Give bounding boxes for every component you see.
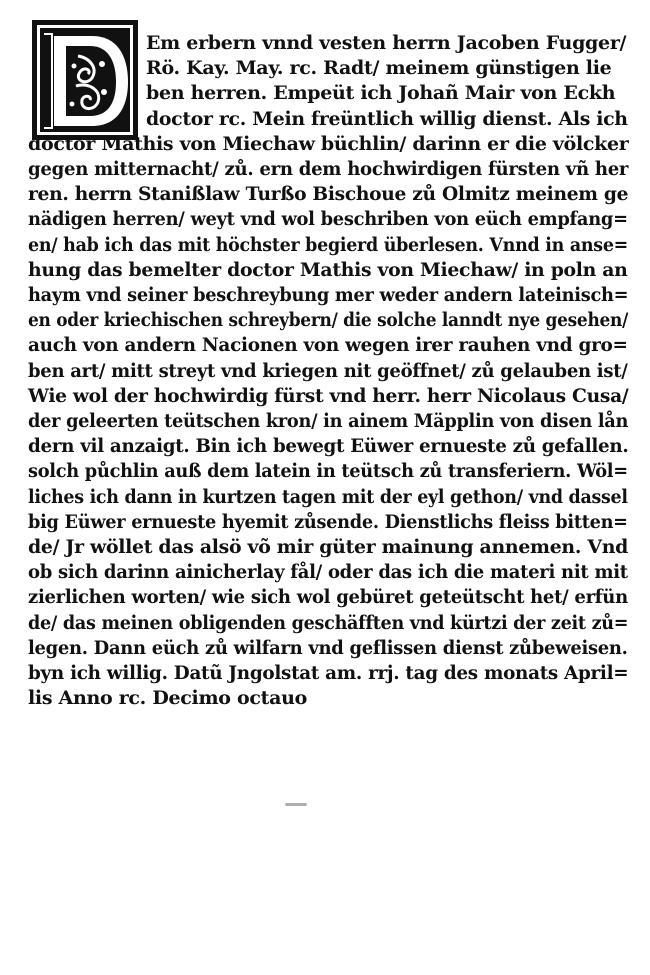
text-line: big Eüwer ernueste hyemit zůsende. Dienstlichs fleiss bitten= — [28, 510, 628, 533]
text-line: ben art/ mitt streyt vnd kriegen nit geöffnet/ zů gelauben ist/ — [28, 359, 628, 382]
text-line: Rö. Kay. May. rc. Radt/ meinem günstigen lie — [146, 57, 612, 80]
smudge-mark — [285, 803, 307, 806]
text-line: hung das bemelter doctor Mathis von Miechaw/ in poln an — [28, 258, 628, 281]
text-line: en/ hab ich das mit höchster begierd überlesen. Vnnd in anse= — [28, 233, 629, 256]
text-line: legen. Dann eüch zů wilfarn vnd geflissen dienst zůbeweisen. — [28, 636, 628, 659]
text-line: byn ich willig. Datũ Jngolstat am. rrj. tag des monats April= — [28, 662, 629, 684]
text-line: der geleerten teütschen kron/ in ainem Mäpplin von disen lån — [28, 410, 629, 432]
text-line: doctor Mathis von Miechaw büchlin/ darinn er die völcker — [28, 132, 629, 155]
text-line: de/ Jr wöllet das alsö võ mir güter mainung annemen. Vnd — [28, 536, 629, 558]
decorated-initial-letter-d-icon — [32, 20, 138, 140]
text-line: gegen mitternacht/ zů. ern dem hochwirdigen fürsten vñ her — [28, 158, 629, 180]
text-line: Em erbern vnnd vesten herrn Jacoben Fugger/ — [146, 32, 627, 54]
text-line: solch půchlin auß dem latein in teütsch zů transferiern. Wöl= — [28, 460, 628, 483]
text-line: auch von andern Nacionen von wegen irer rauhen vnd gro= — [28, 334, 628, 357]
text-line: doctor rc. Mein freüntlich willig dienst. Als ich — [146, 107, 628, 130]
text-line: ob sich darinn ainicherlay fål/ oder das ich die materi nit mit — [28, 561, 628, 584]
text-line: ren. herrn Stanißlaw Turßo Bischoue zů Olmitz meinem ge — [28, 183, 629, 206]
text-line: de/ das meinen obligenden geschäfften vnd kürtzi der zeit zů= — [28, 611, 629, 634]
text-line: haym vnd seiner beschreybung mer weder andern lateinisch= — [28, 284, 629, 306]
text-line: ben herren. Empeüt ich Johañ Mair von Eckh — [146, 82, 616, 105]
text-line: en oder kriechischen schreybern/ die solche lanndt nye gesehen/ — [28, 309, 629, 332]
text-line: liches ich dann in kurtzen tagen mit der eyl gethon/ vnd dassel — [28, 485, 628, 508]
text-line: lis Anno rc. Decimo octauo — [28, 687, 307, 710]
text-line: zierlichen worten/ wie sich wol gebüret geteütscht het/ erfün — [28, 586, 628, 609]
text-line: Wie wol der hochwirdig fürst vnd herr. herr Nicolaus Cusa/ — [28, 384, 629, 407]
text-line: dern vil anzaigt. Bin ich bewegt Eüwer ernueste zů gefallen. — [28, 435, 629, 458]
text-line: nädigen herren/ weyt vnd wol beschriben von eüch empfang= — [28, 208, 628, 231]
